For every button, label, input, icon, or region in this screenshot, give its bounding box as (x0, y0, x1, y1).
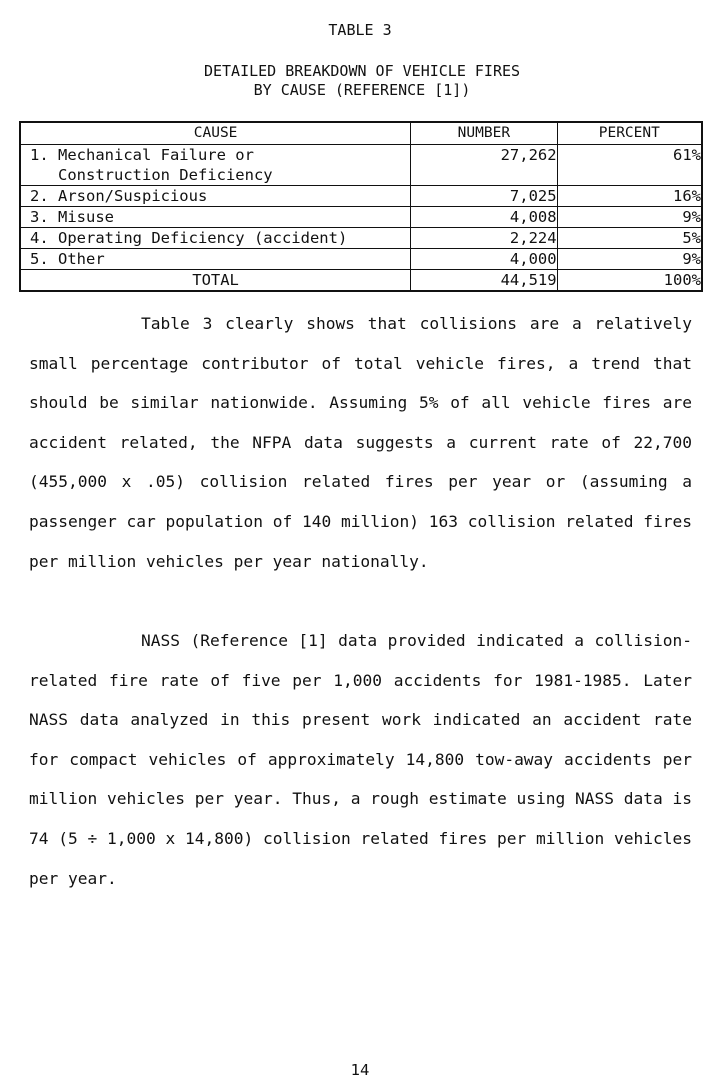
vehicle-fires-table (19, 121, 703, 292)
cause-cell: 2. Arson/Suspicious (20, 185, 411, 206)
total-number-cell: 44,519 (411, 269, 557, 291)
percent-cell: 5% (557, 227, 702, 248)
percent-cell: 9% (557, 206, 702, 227)
cause-cell: 3. Misuse (20, 206, 411, 227)
body-paragraph-2: NASS (Reference [1] data provided indicated a collision-related fire rate of five per 1,000 accidents for 1981-1985. Later NASS data analyzed in this present work indicated an accident rate for compact vehicles of approximately 14,800 tow-away accidents per million vehicles per year. Thus, a rough estimate using NASS data is 74 (5 ÷ 1,000 x 14,800) collision related fires per million vehicles per year. (29, 631, 692, 888)
number-cell: 27,262 (411, 144, 557, 185)
number-cell: 4,008 (411, 206, 557, 227)
table-row (20, 144, 702, 185)
table-subtitle-line-1: DETAILED BREAKDOWN OF VEHICLE FIRES (203, 62, 521, 80)
table-header-row (20, 122, 702, 144)
total-label-cell: TOTAL (20, 269, 411, 291)
body-paragraph-1: Table 3 clearly shows that collisions are a relatively small percentage contributor of total vehicle fires, a trend that should be similar nationwide. Assuming 5% of all vehicle fires are accident related, the NFPA data suggests a current rate of 22,700 (455,000 x .05) collision related fires per year or (assuming a passenger car population of 140 million) 163 collision related fires per million vehicles per year nationally. (29, 314, 692, 571)
table-row (20, 248, 702, 269)
number-cell: 2,224 (411, 227, 557, 248)
column-header-number: NUMBER (411, 122, 557, 144)
number-cell: 7,025 (411, 185, 557, 206)
table-total-row (20, 269, 702, 291)
cause-cell: 4. Operating Deficiency (accident) (20, 227, 411, 248)
cause-cell: 1. Mechanical Failure or Construction Deficiency (20, 144, 411, 185)
percent-cell: 61% (557, 144, 702, 185)
percent-cell: 9% (557, 248, 702, 269)
table-row (20, 227, 702, 248)
percent-cell: 16% (557, 185, 702, 206)
total-percent-cell: 100% (557, 269, 702, 291)
table-row (20, 206, 702, 227)
column-header-percent: PERCENT (557, 122, 702, 144)
number-cell: 4,000 (411, 248, 557, 269)
column-header-cause: CAUSE (20, 122, 411, 144)
cause-cell: 5. Other (20, 248, 411, 269)
table-subtitle-line-2: BY CAUSE (REFERENCE [1]) (253, 81, 471, 99)
page-number: 14 (350, 1061, 370, 1079)
table-title: TABLE 3 (328, 21, 392, 39)
table-row (20, 185, 702, 206)
